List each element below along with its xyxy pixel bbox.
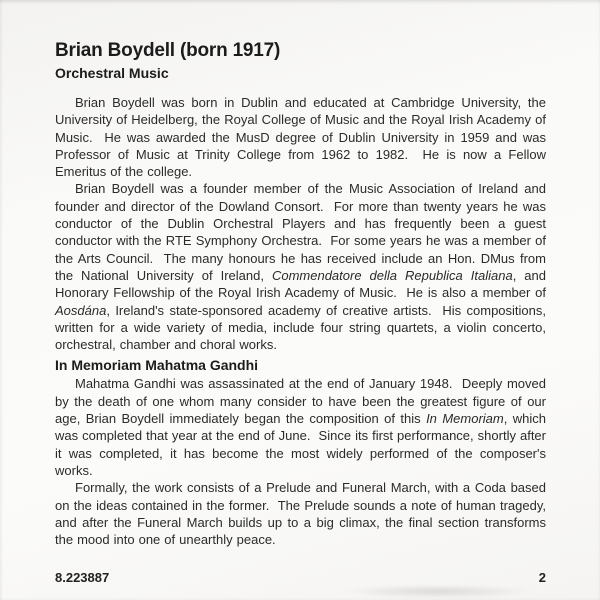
italic-text-run: Aosdána bbox=[55, 302, 107, 318]
catalog-number: 8.223887 bbox=[55, 570, 110, 585]
page-subtitle: Orchestral Music bbox=[55, 65, 169, 81]
text-run: , and Honorary Fellowship of the Royal Irish Academy of Music. He is also a member of bbox=[55, 267, 551, 301]
text-run: , Ireland's state-sponsored academy of creative artists. His compositions, written for a wide variety of media, include four string quartets, a violin concerto, orchestral, chamber and choral works. bbox=[55, 302, 551, 353]
italic-text-run: Commendatore della Republica Italiana bbox=[271, 267, 513, 283]
page-title: Brian Boydell (born 1917) bbox=[55, 40, 281, 61]
text-run: Brian Boydell was born in Dublin and educated at Cambridge University, the University of Heidelberg, the Royal College of Music and the Royal Irish Academy of Music. He was awarded the MusD degree of Dublin University in 1959 and was Professor of Music at Trinity College from 1962 to 1982. He is now a Fellow Emeritus of the college. bbox=[55, 95, 551, 180]
text-run: Mahatma Gandhi was assassinated at the end of January 1948. Deeply moved by the death of one whom many consider to have been the greatest figure of our age, Brian Boydell immediately began the composition of this bbox=[55, 376, 551, 427]
page-number: 2 bbox=[538, 570, 546, 585]
text-run: Brian Boydell was a founder member of the Music Association of Ireland and founder and director of the Dowland Consort. For more than twenty years he was conductor of the Dublin Orchestral Players and has frequently been a guest conductor with the RTE Symphony Orchestra. For some years he was a member of the Arts Council. The many honours he has received include an Hon. DMus from the National University of Ireland, bbox=[55, 181, 551, 283]
paragraph bbox=[55, 180, 551, 353]
text-run: Formally, the work consists of a Prelude and Funeral March, with a Coda based on the ideas contained in the former. The Prelude sounds a note of human tragedy, and after the Funeral March builds up to a big climax, the final section transforms the mood into one of unearthly peace. bbox=[55, 480, 551, 548]
paragraph bbox=[55, 94, 551, 180]
scan-artifact bbox=[340, 585, 535, 598]
paragraph bbox=[55, 375, 551, 479]
text-run: , which was completed that year at the end of June. Since its first performance, shortly after it was completed, it has become the most widely performed of the composer's works. bbox=[55, 411, 551, 478]
body-text bbox=[55, 94, 551, 548]
page-content bbox=[55, 40, 551, 548]
italic-text-run: In Memoriam bbox=[426, 411, 504, 427]
section-heading: In Memoriam Mahatma Gandhi bbox=[55, 357, 259, 374]
paragraph bbox=[55, 479, 551, 548]
page-footer bbox=[55, 570, 546, 585]
